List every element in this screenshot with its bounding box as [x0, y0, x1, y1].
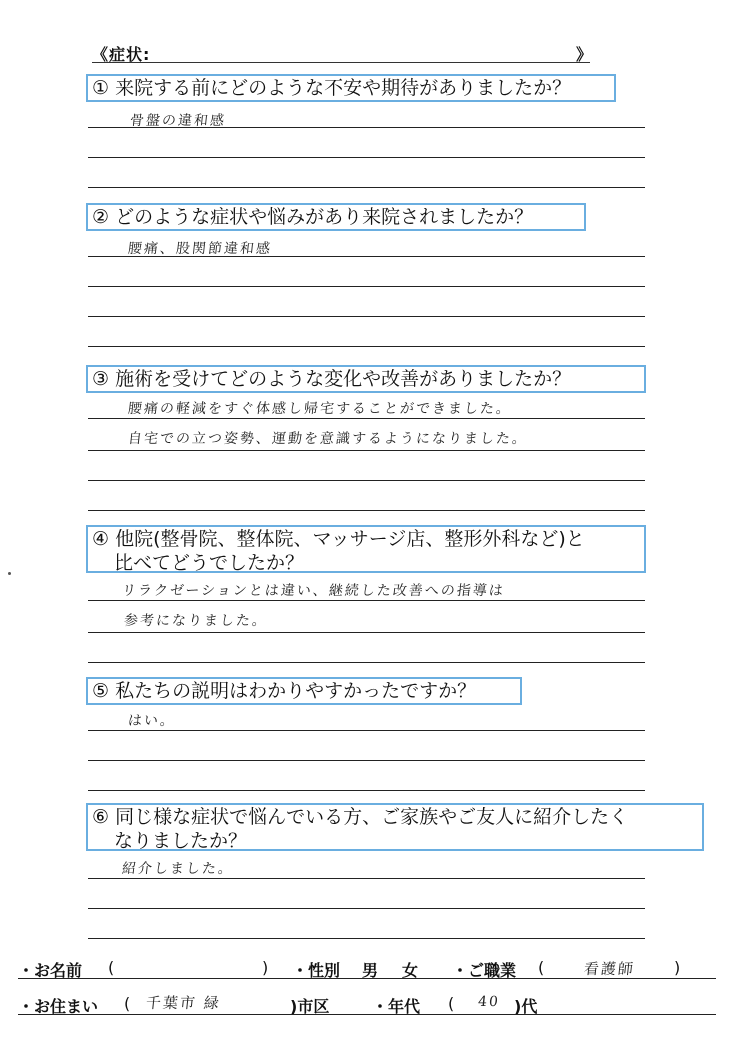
question-4-box — [86, 525, 646, 573]
answer-3-line-2: 自宅での立つ姿勢、運動を意識するようになりました。 — [127, 431, 529, 447]
answer-rule — [88, 256, 645, 257]
address-label: ・お住まい — [18, 997, 99, 1016]
gender-female[interactable]: 女 — [402, 961, 419, 980]
question-6-text-line-2: なりましたか？ — [114, 830, 248, 852]
question-2-number: ② — [92, 206, 110, 228]
job-paren-open: ( — [538, 958, 545, 977]
question-6-text-line-1: 同じ様な症状で悩んでいる方、ご家族やご友人に紹介したく — [115, 806, 629, 828]
job-paren-close: ) — [674, 958, 681, 977]
answer-5-line-1: はい。 — [127, 713, 177, 729]
answer-rule — [88, 908, 645, 909]
question-6-number: ⑥ — [92, 806, 110, 828]
question-3-box — [86, 365, 646, 393]
address-paren-open: ( — [124, 994, 131, 1013]
answer-2-line-1: 腰痛、股関節違和感 — [127, 241, 273, 257]
question-3-text: 施術を受けてどのような変化や改善がありましたか？ — [115, 368, 572, 390]
footer-rule — [18, 978, 716, 979]
gender-label: ・性別 — [292, 961, 341, 980]
answer-rule — [88, 878, 645, 879]
name-label: ・お名前 — [18, 961, 83, 980]
footer-rule — [18, 1014, 716, 1015]
answer-rule — [88, 187, 645, 188]
question-4-number: ④ — [92, 528, 110, 550]
symptom-close-bracket: 》 — [576, 45, 593, 64]
question-3-number: ③ — [92, 368, 110, 390]
question-1-text: 来院する前にどのような不安や期待がありましたか？ — [115, 77, 572, 99]
answer-3-line-1: 腰痛の軽減をすぐ体感し帰宅することができました。 — [127, 401, 513, 417]
question-1-number: ① — [92, 77, 110, 99]
question-2-text: どのような症状や悩みがあり来院されましたか？ — [115, 206, 534, 228]
answer-rule — [88, 510, 645, 511]
answer-rule — [88, 730, 645, 731]
answer-rule — [88, 790, 645, 791]
age-value: 40 — [477, 994, 501, 1010]
answer-6-line-1: 紹介しました。 — [121, 861, 235, 877]
answer-rule — [88, 286, 645, 287]
age-label: ・年代 — [372, 997, 421, 1016]
answer-rule — [88, 127, 645, 128]
city-suffix: )市区 — [290, 997, 330, 1016]
answer-1-line-1: 骨盤の違和感 — [129, 113, 227, 129]
answer-rule — [88, 600, 645, 601]
question-6-box — [86, 803, 704, 851]
answer-rule — [88, 662, 645, 663]
job-value: 看護師 — [583, 960, 636, 978]
question-5-box — [86, 677, 522, 705]
question-1-box — [86, 74, 616, 102]
question-5-text: 私たちの説明はわかりやすかったですか？ — [115, 680, 477, 702]
symptom-label: 《症状: — [92, 45, 151, 64]
question-4-text-line-1: 他院(整骨院、整体院、マッサージ店、整形外科など)と — [115, 528, 585, 550]
symptom-underline — [92, 62, 590, 63]
answer-4-line-1: リラクゼーションとは違い、継続した改善への指導は — [121, 583, 506, 599]
answer-rule — [88, 480, 645, 481]
answer-rule — [88, 346, 645, 347]
question-4-text-line-2: 比べてどうでしたか？ — [114, 552, 305, 574]
name-paren-open: ( — [108, 958, 115, 977]
gender-male[interactable]: 男 — [362, 961, 379, 980]
age-suffix: )代 — [514, 997, 538, 1016]
answer-rule — [88, 418, 645, 419]
scan-speck — [8, 572, 11, 575]
answer-rule — [88, 938, 645, 939]
answer-rule — [88, 632, 645, 633]
answer-4-line-2: 参考になりました。 — [123, 613, 269, 629]
age-paren-open: ( — [448, 994, 455, 1013]
question-2-box — [86, 203, 586, 231]
answer-rule — [88, 760, 645, 761]
answer-rule — [88, 316, 645, 317]
answer-rule — [88, 450, 645, 451]
address-value: 千葉市 緑 — [145, 994, 222, 1012]
job-label: ・ご職業 — [452, 961, 517, 980]
name-paren-close: ) — [262, 958, 269, 977]
question-5-number: ⑤ — [92, 680, 110, 702]
answer-rule — [88, 157, 645, 158]
